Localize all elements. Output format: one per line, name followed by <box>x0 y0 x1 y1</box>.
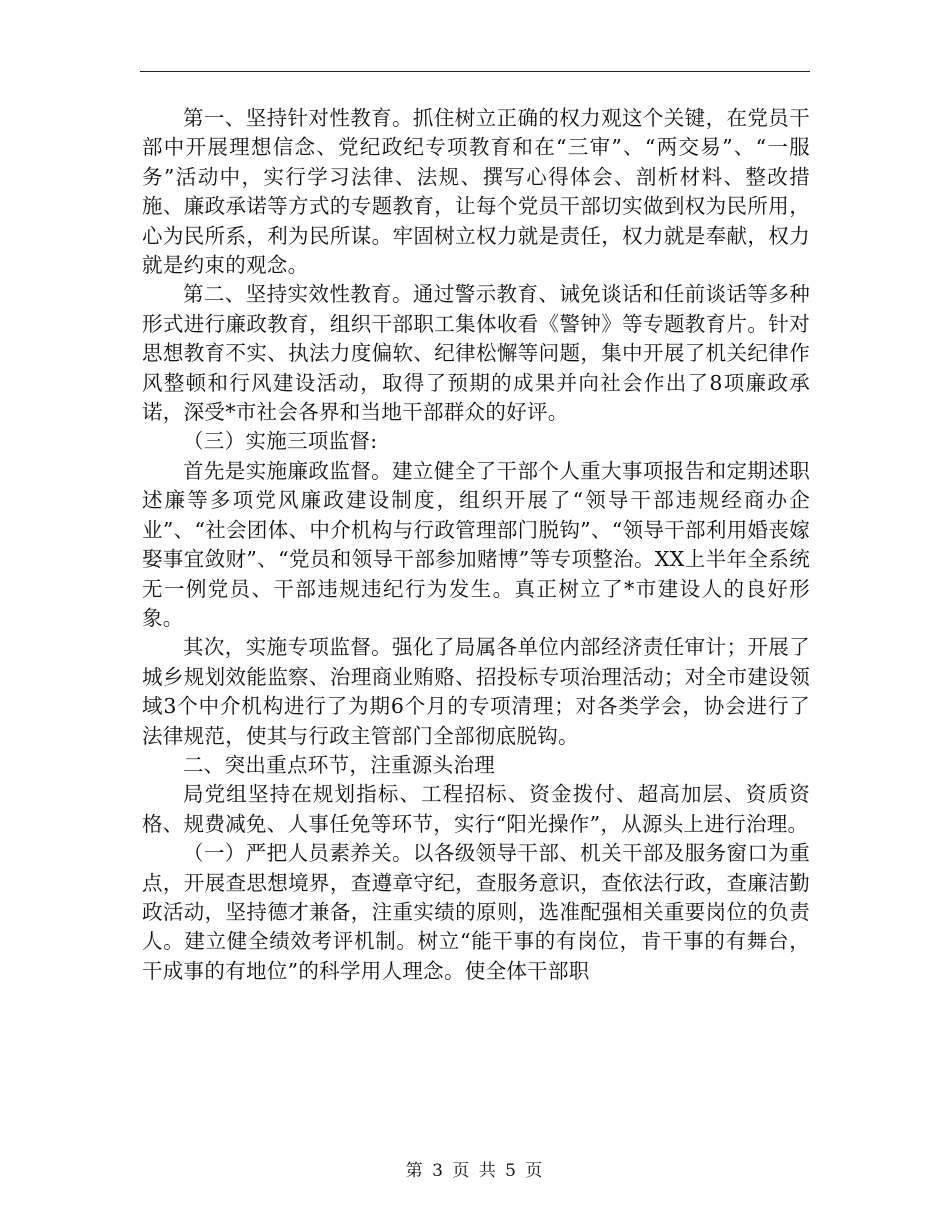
paragraph-1: 第一、坚持针对性教育。抓住树立正确的权力观这个关键，在党员干部中开展理想信念、党纪政纪专项教育和在“三审”、“两交易”、“一服务”活动中，实行学习法律、法规、撰写心得体会、剖析材料、整改措施、廉政承诺等方式的专题教育，让每个党员干部切实做到权为民所用，心为民所系，利为民所谋。牢固树立权力就是责任，权力就是奉献，权力就是约束的观念。 <box>142 106 810 278</box>
paragraph-7: 局党组坚持在规划指标、工程招标、资金拨付、超高加层、资质资格、规费减免、人事任免等环节，实行“阳光操作”，从源头上进行治理。 <box>142 782 810 836</box>
paragraph-8: （一）严把人员素养关。以各级领导干部、机关干部及服务窗口为重点，开展查思想境界，查遵章守纪，查服务意识，查依法行政，查廉洁勤政活动，坚持德才兼备，注重实绩的原则，选准配强相关重要岗位的负责人。建立健全绩效考评机制。树立“能干事的有岗位，肯干事的有舞台，干成事的有地位”的科学用人理念。使全体干部职 <box>142 841 810 983</box>
paragraph-6: 二、突出重点环节，注重源头治理 <box>183 752 495 777</box>
paragraph-5: 其次，实施专项监督。强化了局属各单位内部经济责任审计；开展了城乡规划效能监察、治理商业贿赂、招投标专项治理活动；对全市建设领域3个中介机构进行了为期6个月的专项清理；对各类学会，协会进行了法律规范，使其与行政主管部门全部彻底脱钩。 <box>142 635 810 748</box>
paragraph-2: 第二、坚持实效性教育。通过警示教育、诫免谈话和任前谈话等多种形式进行廉政教育，组织干部职工集体收看《警钟》等专题教育片。针对思想教育不实、执法力度偏软、纪律松懈等问题，集中开展了机关纪律作风整顿和行风建设活动，取得了预期的成果并向社会作出了8项廉政承诺，深受*市社会各界和当地干部群众的好评。 <box>142 282 810 425</box>
paragraph-3: （三）实施三项监督: <box>183 429 378 454</box>
paragraph-4: 首先是实施廉政监督。建立健全了干部个人重大事项报告和定期述职述廉等多项党风廉政建设制度，组织开展了“领导干部违规经商办企业”、“社会团体、中介机构与行政管理部门脱钩”、“领导干部利用婚丧嫁娶事宜敛财”、“党员和领导干部参加赌博”等专项整治。XX上半年全系统无一例党员、干部违规违纪行为发生。真正树立了*市建设人的良好形象。 <box>142 458 810 630</box>
document-body <box>142 104 810 986</box>
page-number-footer: 第 3 页 共 5 页 <box>405 1161 545 1181</box>
header-rule <box>140 71 810 72</box>
